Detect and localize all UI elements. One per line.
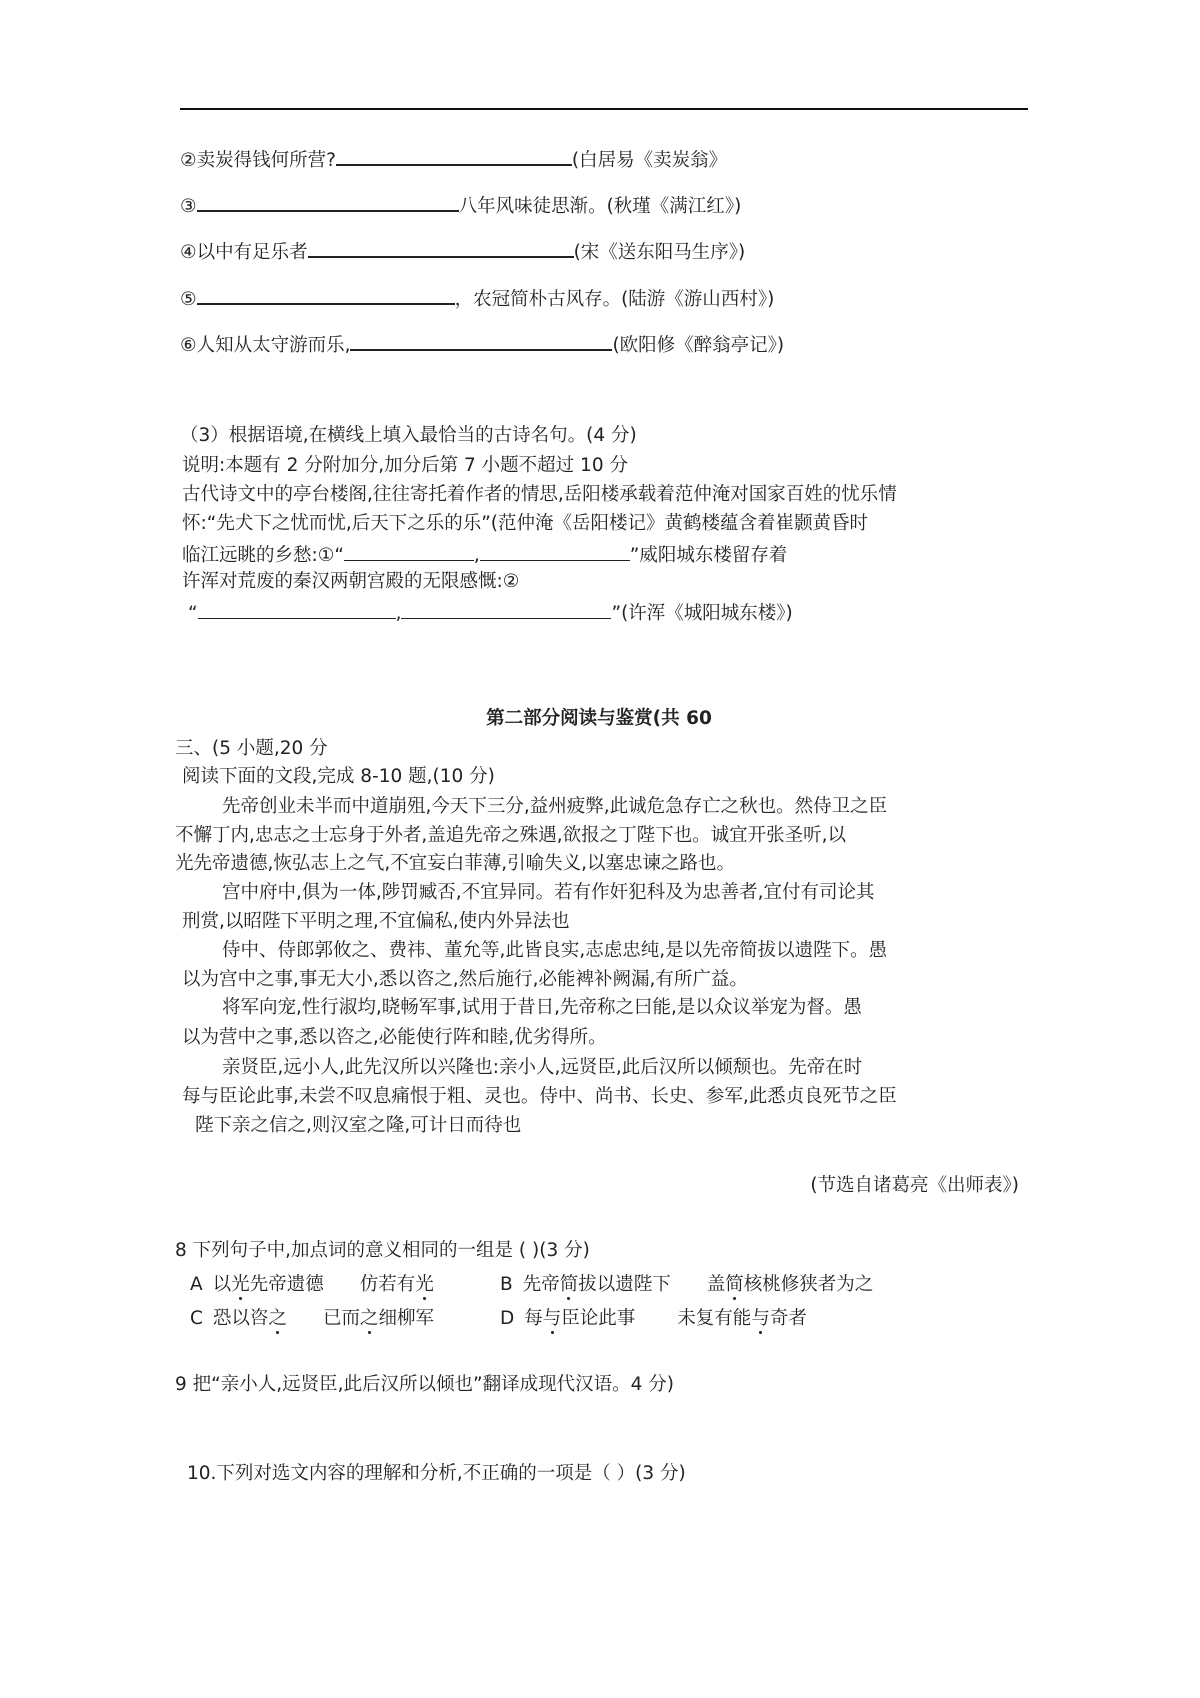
passage-line: 不懈丁内,忠志之士忘身于外者,盖追先帝之殊遇,欲报之丁陛下也。诚宜开张圣听,以	[175, 825, 847, 846]
section-heading: 三、(5 小题,20 分	[175, 738, 328, 759]
q3-paragraph: 怀:“先犬下之忧而忧,后天下之乐的乐”(范仲淹《岳阳楼记》黄鹤楼蕴含着崔颢黄昏时	[182, 513, 869, 534]
q8-stem: 8 下列句子中,加点词的意义相同的一组是 ( )(3 分)	[175, 1240, 590, 1261]
q3-comma: ,	[473, 545, 480, 566]
option-sentence	[524, 1308, 635, 1329]
q8-option-b[interactable]	[500, 1274, 873, 1296]
passage-line: 宫中府中,俱为一体,陟罚臧否,不宜异同。若有作奸犯科及为忠善者,宜付有司论其	[222, 882, 875, 903]
fill-source: (白居易《卖炭翁》	[571, 150, 728, 171]
passage-line: 侍中、侍郎郭攸之、费祎、董允等,此皆良实,志虑忠纯,是以先帝简拔以遗陛下。愚	[222, 940, 888, 961]
passage-line: 刑赏,以昭陛下平明之理,不宜偏私,使内外异法也	[182, 911, 570, 932]
sentence-part: 未复有能	[677, 1308, 752, 1329]
passage-line: 先帝创业未半而中道崩殂,今天下三分,益州疲弊,此诚危急存亡之秋也。然侍卫之臣	[222, 796, 888, 817]
option-label: B	[500, 1274, 513, 1295]
q3-heading: （3）根据语境,在横线上填入最恰当的古诗名句。(4 分)	[180, 425, 637, 446]
passage-line: 陛下亲之信之,则汉室之隆,可计日而待也	[195, 1115, 522, 1136]
q10-stem: 10.下列对选文内容的理解和分析,不正确的一项是（ ）(3 分)	[187, 1463, 686, 1484]
emphasized-word: 简	[559, 1274, 579, 1295]
sentence-part: 核桃修狭者为之	[743, 1274, 874, 1295]
q3-text: ”威阳城东楼留存着	[629, 545, 788, 566]
fill-line-4	[180, 238, 745, 264]
emphasized-word: 与	[542, 1308, 562, 1329]
answer-blank[interactable]	[344, 542, 474, 561]
q3-line-blank-1	[182, 542, 787, 567]
option-sentence	[360, 1274, 434, 1295]
fill-line-3	[180, 192, 741, 218]
q3-text: “	[188, 603, 198, 624]
passage-line: 光先帝遗德,恢弘志上之气,不宜妄白菲薄,引喻失义,以塞忠谏之路也。	[175, 853, 736, 874]
sentence-part: 盖	[706, 1274, 726, 1295]
sentence-part: 恐以咨	[212, 1308, 269, 1329]
emphasized-word: 与	[751, 1308, 770, 1329]
option-sentence	[523, 1274, 671, 1295]
option-label: A	[190, 1274, 203, 1295]
option-sentence	[213, 1274, 324, 1295]
fill-text: ④以中有足乐者	[180, 242, 308, 263]
passage-line: 将军向宠,性行淑均,晓畅军事,试用于昔日,先帝称之曰能,是以众议举宠为督。愚	[222, 997, 862, 1018]
fill-source: ，农冠简朴古风存。(陆游《游山西村》)	[454, 289, 775, 310]
option-label: C	[190, 1308, 203, 1329]
option-sentence	[707, 1274, 874, 1295]
passage-line: 每与臣论此事,未尝不叹息痛恨于粗、灵也。侍中、尚书、长史、参军,此悉贞良死节之臣	[182, 1086, 897, 1107]
q3-paragraph: 许浑对荒废的秦汉两朝宫殿的无限感慨:②	[182, 571, 520, 592]
fill-source: (欧阳修《醉翁亭记》)	[612, 335, 785, 356]
q8-option-a[interactable]	[190, 1274, 434, 1296]
fill-line-2	[180, 146, 727, 172]
option-sentence	[323, 1308, 434, 1329]
fill-source: 八年风味徒思渐。(秋瑾《满江红》)	[458, 196, 742, 217]
option-sentence	[677, 1308, 807, 1329]
sentence-part: 臣论此事	[561, 1308, 636, 1329]
part2-title: 第二部分阅读与鉴赏(共 60	[486, 708, 712, 729]
q8-option-d[interactable]	[500, 1308, 807, 1330]
answer-blank[interactable]	[198, 600, 396, 619]
fill-line-6	[180, 331, 784, 357]
fill-line-5	[180, 285, 774, 311]
answer-blank[interactable]	[350, 331, 612, 351]
q3-comma: ,	[395, 603, 402, 624]
emphasized-word: 光	[231, 1274, 250, 1295]
passage-line: 以为营中之事,悉以咨之,必能使行阵和睦,优劣得所。	[182, 1027, 607, 1048]
sentence-part: 已而	[322, 1308, 360, 1329]
sentence-part: 以	[212, 1274, 232, 1295]
emphasized-word: 光	[415, 1274, 434, 1295]
fill-text: ⑥人知从太守游而乐,	[180, 335, 351, 356]
q3-text: ”(许浑《城阳城东楼》)	[611, 603, 793, 624]
sentence-part: 先帝	[522, 1274, 560, 1295]
sentence-part: 先帝遗德	[249, 1274, 324, 1295]
fill-text: ⑤	[180, 289, 197, 310]
emphasized-word: 之	[359, 1308, 379, 1329]
answer-blank[interactable]	[308, 238, 574, 258]
sentence-part: 每	[524, 1308, 543, 1329]
answer-blank[interactable]	[480, 542, 630, 561]
passage-line: 亲贤臣,远小人,此先汉所以兴隆也:亲小人,远贤臣,此后汉所以倾颓也。先帝在时	[222, 1057, 863, 1078]
answer-blank[interactable]	[197, 192, 459, 212]
q3-text: 临江远眺的乡愁:①“	[182, 545, 344, 566]
fill-text: ③	[180, 196, 197, 217]
emphasized-word: 简	[725, 1274, 744, 1295]
answer-blank[interactable]	[197, 285, 455, 305]
fill-source: (宋《送东阳马生序》)	[573, 242, 746, 263]
fill-text: ②卖炭得钱何所营?	[180, 150, 336, 171]
q3-line-blank-2	[188, 600, 793, 625]
option-label: D	[500, 1308, 515, 1329]
reading-intro: 阅读下面的文段,完成 8-10 题,(10 分)	[182, 766, 495, 787]
sentence-part: 拔以遗陛下	[578, 1274, 671, 1295]
header-rule	[180, 108, 1028, 110]
passage-source: (节选自诸葛亮《出师表》)	[810, 1175, 1019, 1196]
answer-blank[interactable]	[401, 600, 611, 619]
q3-paragraph: 古代诗文中的亭台楼阁,往往寄托着作者的情思,岳阳楼承载着范仲淹对国家百姓的忧乐情	[182, 484, 897, 505]
emphasized-word: 之	[268, 1308, 287, 1329]
q8-option-c[interactable]	[190, 1308, 434, 1330]
passage-line: 以为宫中之事,事无大小,悉以咨之,然后施行,必能裨补阙漏,有所广益。	[182, 969, 748, 990]
answer-blank[interactable]	[336, 146, 572, 166]
sentence-part: 细柳军	[378, 1308, 434, 1329]
sentence-part: 仿若有	[359, 1274, 416, 1295]
q3-note: 说明:本题有 2 分附加分,加分后第 7 小题不超过 10 分	[182, 455, 628, 476]
option-sentence	[213, 1308, 287, 1329]
q9-stem: 9 把“亲小人,远贤臣,此后汉所以倾也”翻译成现代汉语。4 分)	[175, 1374, 674, 1395]
sentence-part: 奇者	[769, 1308, 807, 1329]
